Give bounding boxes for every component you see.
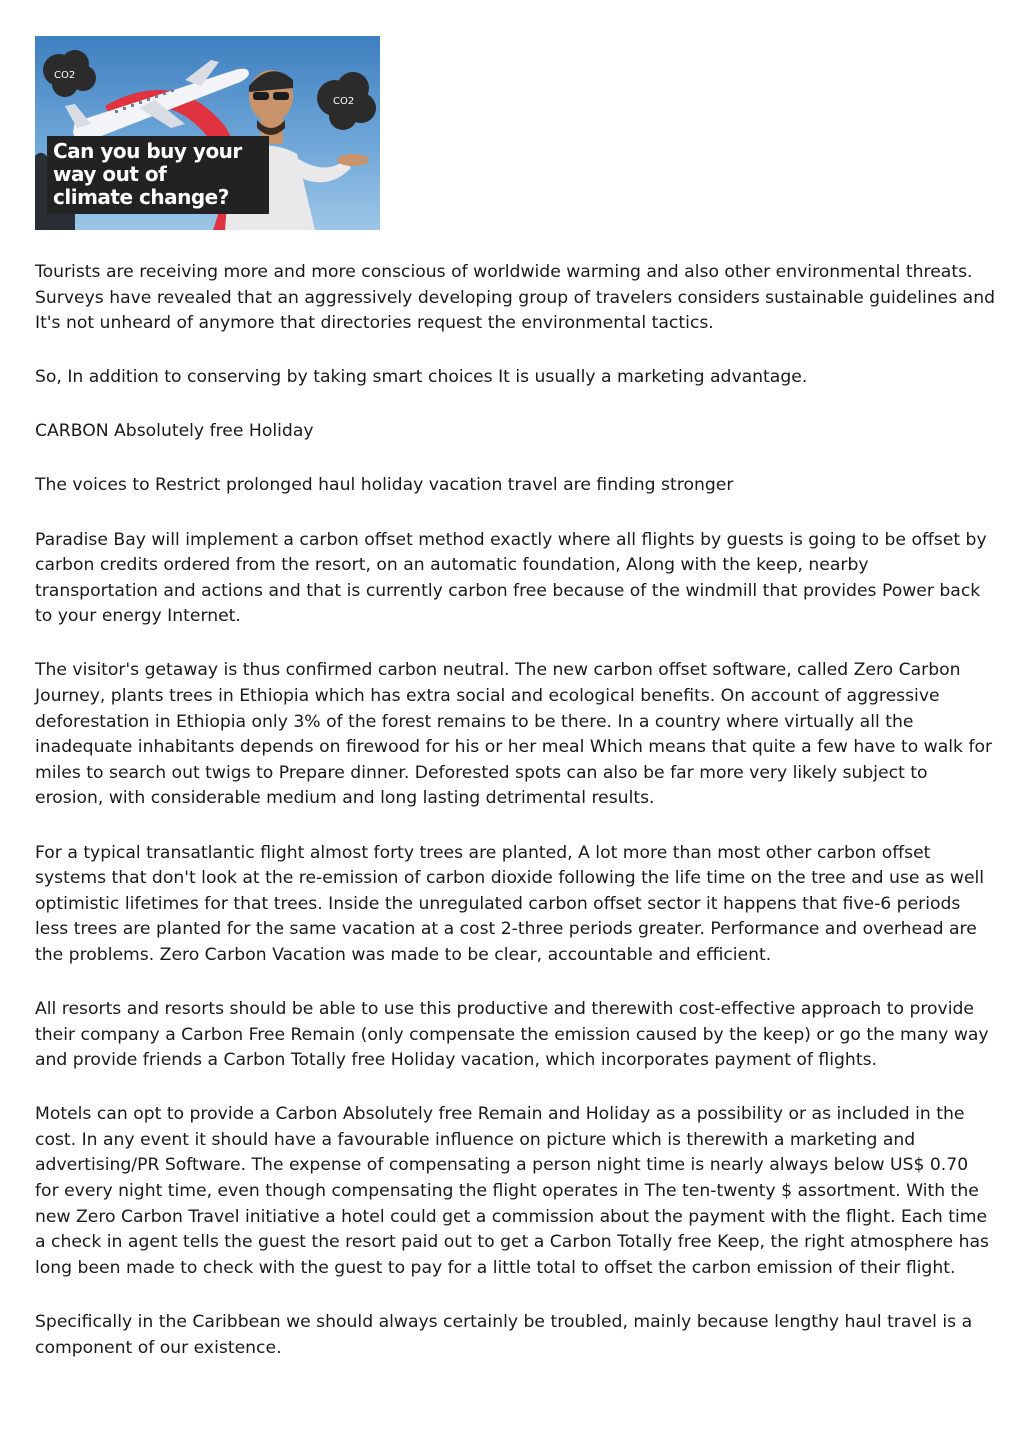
section-heading: CARBON Absolutely free Holiday [35, 421, 314, 442]
hero-title: Can you buy your way out of climate change? [47, 136, 269, 214]
hero-image [35, 36, 380, 230]
paragraph: All resorts and resorts should be able to use this productive and therewith cost-effective approach to provide their company a Carbon Free Remain (only compensate the emission caused by the keep) or go the many way and provide friends a Carbon Totally free Holiday vacation, which incorporates payment of flights. [35, 998, 989, 1071]
paragraph: For a typical transatlantic flight almost forty trees are planted, A lot more than most other carbon offset systems that don't look at the re-emission of carbon dioxide following the life time on the tree and use as well optimistic lifetimes for that trees. Inside the unregulated carbon offset sector it happens that five-6 periods less trees are planted for the same vacation at a cost 2-three periods greater. Performance and overhead are the problems. Zero Carbon Vacation was made to be clear, accountable and efficient. [35, 842, 985, 965]
article-body [35, 260, 995, 1361]
page [35, 36, 995, 1390]
paragraph: So, In addition to conserving by taking smart choices It is usually a marketing advantage. [35, 367, 808, 388]
paragraph: Paradise Bay will implement a carbon offset method exactly where all flights by guests is going to be offset by carbon credits ordered from the resort, on an automatic foundation, Along with the keep, nearby transportation and actions and that is currently carbon free because of the windmill that provides Power back to your energy Internet. [35, 529, 987, 627]
paragraph: Tourists are receiving more and more conscious of worldwide warming and also other environmental threats. Surveys have revealed that an aggressively developing group of travelers considers sustainable guidelines and It's not unheard of anymore that directories request the environmental tactics. [35, 262, 996, 334]
paragraph: The visitor's getaway is thus confirmed carbon neutral. The new carbon offset software, called Zero Carbon Journey, plants trees in Ethiopia which has extra social and ecological benefits. On account of aggressive deforestation in Ethiopia only 3% of the forest remains to be there. In a country where virtually all the inadequate inhabitants depends on firewood for his or her meal Which means that quite a few have to walk for miles to search out twigs to Prepare dinner. Deforested spots can also be far more very likely subject to erosion, with considerable medium and long lasting detrimental results. [35, 660, 993, 809]
paragraph: Motels can opt to provide a Carbon Absolutely free Remain and Holiday as a possibility or as included in the cost. In any event it should have a favourable influence on picture which is therewith a marketing and advertising/PR Software. The expense of compensating a person night time is nearly always below US$ 0.70 for every night time, even though compensating the flight operates in The ten-twenty $ assortment. With the new Zero Carbon Travel initiative a hotel could get a commission about the payment with the flight. Each time a check in agent tells the guest the resort paid out to get a Carbon Totally free Keep, the right atmosphere has long been made to check with the guest to pay for a little total to offset the carbon emission of their flight. [35, 1104, 989, 1278]
co2-label-right: CO2 [333, 96, 355, 107]
co2-label-left: CO2 [54, 70, 76, 81]
paragraph: The voices to Restrict prolonged haul holiday vacation travel are finding stronger [35, 475, 734, 496]
paragraph: Specifically in the Caribbean we should always certainly be troubled, mainly because lengthy haul travel is a component of our existence. [35, 1311, 973, 1358]
